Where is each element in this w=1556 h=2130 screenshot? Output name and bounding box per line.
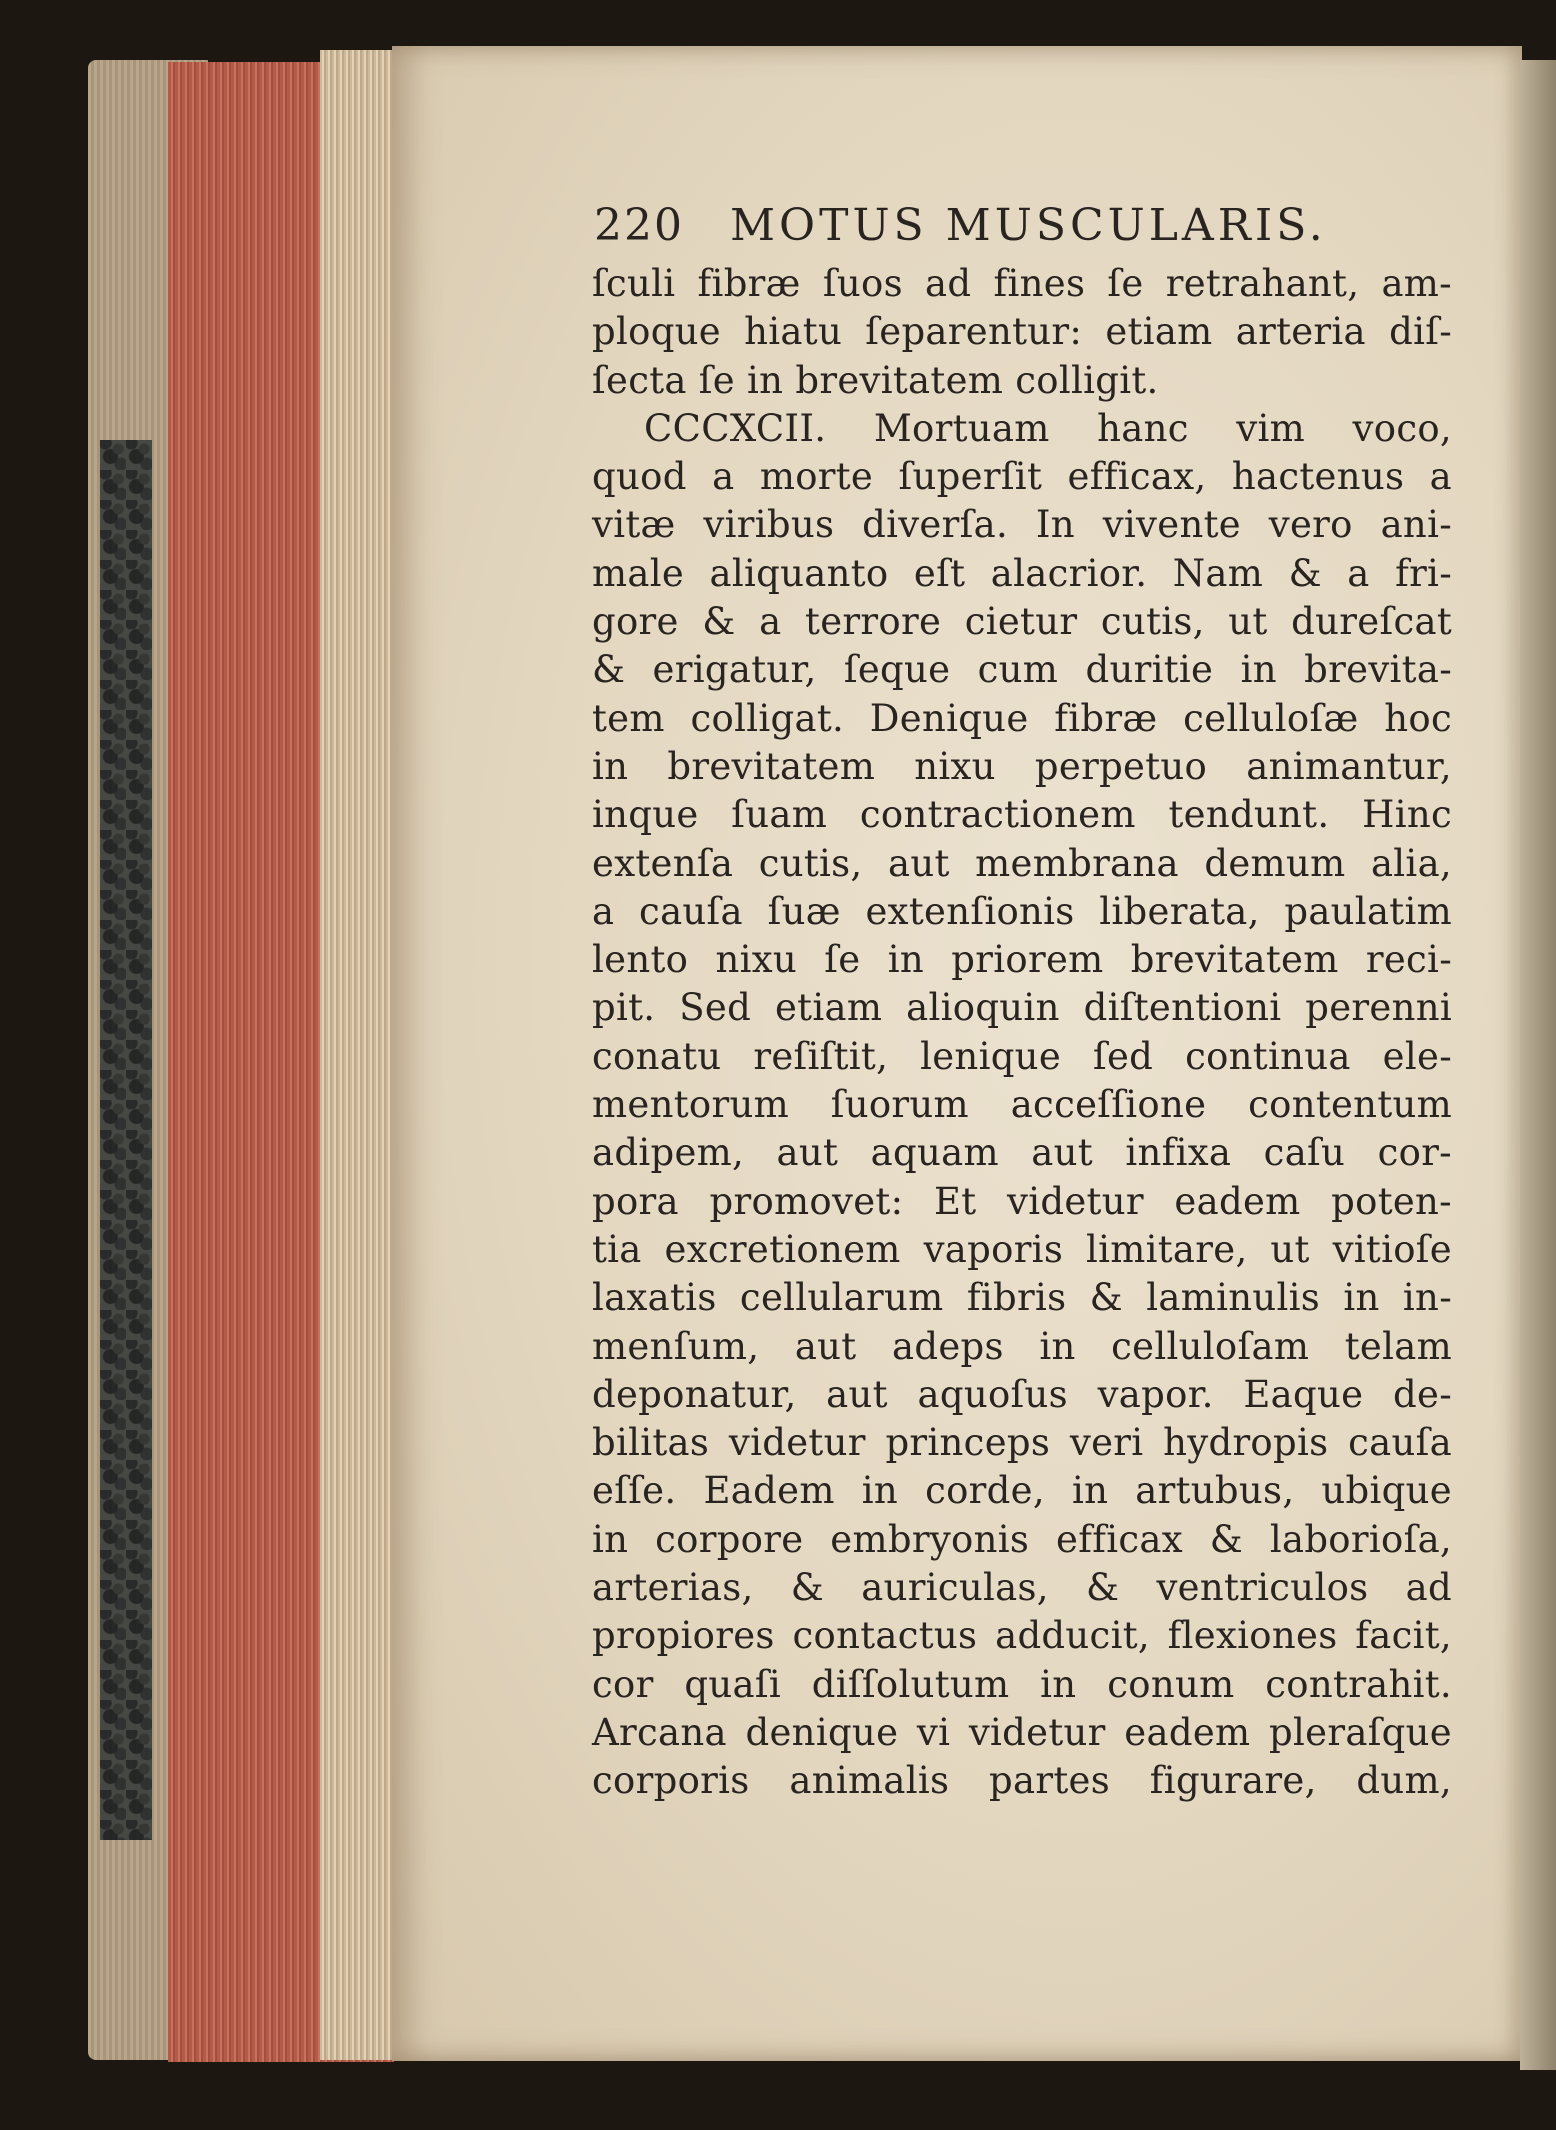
text-line: pit. Sed etiam alioquin diſtentioni perenni — [592, 986, 1452, 1030]
text-line: propiores contactus adducit, flexiones facit, — [592, 1614, 1452, 1658]
paragraph-start: CCCXCII. Mortuam hanc vim voco, — [644, 406, 1452, 450]
text-line: deponatur, aut aquoſus vapor. Eaque de- — [592, 1372, 1452, 1416]
text-line: arterias, & auriculas, & ventriculos ad — [592, 1566, 1452, 1610]
text-line: in brevitatem nixu perpetuo animantur, — [592, 744, 1452, 788]
text-line: vitæ viribus diverſa. In vivente vero ani- — [592, 503, 1452, 547]
text-line: adipem, aut aquam aut infixa caſu cor- — [592, 1131, 1452, 1175]
text-line: & erigatur, ſeque cum duritie in brevita- — [592, 648, 1452, 692]
page-text — [592, 200, 1452, 1806]
text-line: laxatis cellularum fibris & laminulis in in- — [592, 1276, 1452, 1320]
text-line: bilitas videtur princeps veri hydropis cauſa — [592, 1421, 1452, 1465]
text-line: tem colligat. Denique fibræ celluloſæ hoc — [592, 696, 1452, 740]
text-line: Arcana denique vi videtur eadem pleraſque — [592, 1710, 1452, 1754]
text-line: ploque hiatu ſeparentur: etiam arteria diſ- — [592, 310, 1452, 354]
text-line: inque ſuam contractionem tendunt. Hinc — [592, 793, 1452, 837]
text-line: a cauſa ſuæ extenſionis liberata, paulatim — [592, 889, 1452, 933]
text-line: corporis animalis partes figurare, dum, — [592, 1759, 1452, 1803]
text-line: ſculi fibræ ſuos ad fines ſe retrahant, am- — [592, 262, 1452, 305]
text-line: in corpore embryonis efficax & laborioſa, — [592, 1517, 1452, 1561]
text-line: conatu reſiſtit, lenique ſed continua ele- — [592, 1034, 1452, 1078]
marbled-binding — [100, 440, 152, 1840]
page-number: 220 — [594, 200, 684, 251]
text-line: pora promovet: Et videtur eadem poten- — [592, 1179, 1452, 1223]
text-line: menſum, aut adeps in celluloſam telam — [592, 1324, 1452, 1368]
text-line: extenſa cutis, aut membrana demum alia, — [592, 841, 1452, 885]
running-title: MOTUS MUSCULARIS. — [730, 200, 1327, 251]
text-body — [592, 260, 1452, 1806]
text-line: male aliquanto eſt alacrior. Nam & a fri- — [592, 551, 1452, 595]
text-line: eſſe. Eadem in corde, in artubus, ubique — [592, 1469, 1452, 1513]
text-line: lento nixu ſe in priorem brevitatem reci- — [592, 938, 1452, 982]
facing-page-gutter — [1520, 60, 1556, 2070]
running-header — [592, 200, 1452, 260]
text-line: cor quaſi diſſolutum in conum contrahit. — [592, 1662, 1452, 1706]
text-line: mentorum ſuorum acceſſione contentum — [592, 1083, 1452, 1127]
text-line: gore & a terrore cietur cutis, ut dureſcat — [592, 600, 1452, 644]
text-line: quod a morte ſuperſit efficax, hactenus a — [592, 455, 1452, 499]
text-line: tia excretionem vaporis limitare, ut vitioſe — [592, 1227, 1452, 1271]
text-line: ſecta ſe in brevitatem colligit. — [592, 358, 1159, 402]
